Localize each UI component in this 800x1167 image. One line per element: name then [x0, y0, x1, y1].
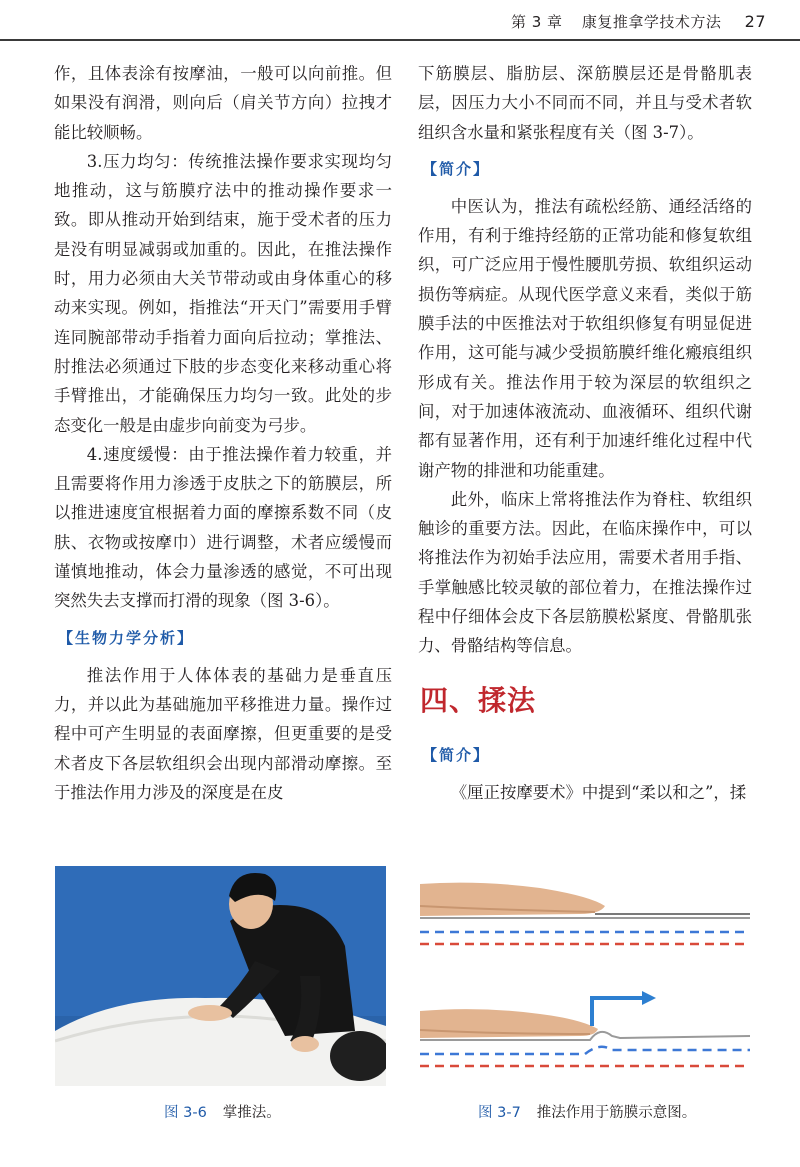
chapter-title: 康复推拿学技术方法 — [581, 13, 722, 31]
right-paragraph-palpation: 此外，临床上常将推法作为脊柱、软组织触诊的重要方法。因此，在临床操作中，可以将推法作为初始手法应用，需要术者用手指、手掌触感比较灵敏的部位着力，在推法操作过程中仔细体会皮下各层筋膜松紧度、骨骼肌张力、骨骼结构等信息。 — [418, 489, 752, 656]
figure-number: 图 3-6 — [164, 1105, 207, 1121]
figure-caption-3-7 — [478, 1101, 696, 1122]
right-paragraph-1: 下筋膜层、脂肪层、深筋膜层还是骨骼肌表层，因压力大小不同而不同，并且与受术者软组织含水量和紧张程度有关（图 3-7）。 — [418, 64, 752, 142]
section-tag-label: 简介 — [439, 745, 474, 764]
figure-caption-text: 推法作用于筋膜示意图。 — [536, 1105, 697, 1121]
right-column — [418, 59, 752, 807]
figure-caption-text: 掌推法。 — [222, 1105, 281, 1121]
figure-photo-palm-push — [55, 866, 386, 1086]
left-paragraph-1: 作，且体表涂有按摩油，一般可以向前推。但如果没有润滑，则向后（肩关节方向）拉拽才能比较顺畅。 — [54, 64, 392, 142]
section-title-kneading: 四、揉法 — [420, 683, 537, 717]
page-number: 27 — [744, 12, 766, 31]
section-tag-label: 简介 — [439, 159, 474, 178]
figure-diagram-fascia — [420, 866, 750, 1086]
left-paragraph-speed: 4.速度缓慢：由于推法操作着力较重，并且需要将作用力渗透于皮肤之下的筋膜层，所以推进速度宜根据着力面的摩擦系数不同（皮肤、衣物或按摩巾）进行调整，术者应缓慢而谨慎地推动，体会力量渗透的感觉，不可出现突然失去支撑而打滑的现象（图 3-6）。 — [54, 444, 392, 611]
chapter-label: 第 3 章 — [510, 13, 563, 31]
palm-push-illustration — [55, 866, 386, 1086]
push-direction-arrow — [592, 998, 645, 1026]
fascia-push-diagram — [420, 866, 750, 1086]
figure-number: 图 3-7 — [478, 1105, 521, 1121]
header-divider — [0, 39, 800, 41]
running-header — [497, 11, 766, 32]
right-paragraph-intro: 《厘正按摩要术》中提到“柔以和之”，揉 — [450, 782, 747, 802]
section-tag-biomechanics: 【生物力学分析】 — [58, 628, 195, 647]
section-tag-intro: 【简介】 — [422, 745, 491, 764]
section-tag-label: 生物力学分析 — [75, 628, 178, 647]
left-column — [54, 59, 392, 807]
left-paragraph-pressure: 3.压力均匀：传统推法操作要求实现均匀地推动，这与筋膜疗法中的推动操作要求一致。即从推动开始到结束，施于受术者的压力是没有明显减弱或加重的。因此，在推法操作时，用力必须由大关节带动或由身体重心的移动来实现。例如，指推法“开天门”需要用手臂连同腕部带动手指着力面向后拉动；掌推法、肘推法必须通过下肢的步态变化来移动重心将手臂推出，才能确保压力均匀一致。此处的步态变化一般是由虚步向前变为弓步。 — [54, 151, 392, 435]
section-tag-clinical: 【简介】 — [422, 159, 491, 178]
left-paragraph-biomechanics: 推法作用于人体体表的基础力是垂直压力，并以此为基础施加平移推进力量。操作过程中可产生明显的表面摩擦，但更重要的是受术者皮下各层软组织会出现内部滑动摩擦。至于推法作用力涉及的深度是在皮 — [54, 665, 392, 802]
right-paragraph-clinical: 中医认为，推法有疏松经筋、通经活络的作用，有利于维持经筋的正常功能和修复软组织，可广泛应用于慢性腰肌劳损、软组织运动损伤等病症。从现代医学意义来看，类似于筋膜手法的中医推法对于软组织修复有明显促进作用，这可能与减少受损筋膜纤维化瘢痕组织形成有关。推法作用于较为深层的软组织之间，对于加速体液流动、血液循环、组织代谢都有显著作用，还有利于加速纤维化过程中代谢产物的排泄和功能重建。 — [418, 196, 752, 480]
figure-caption-3-6 — [164, 1101, 281, 1122]
fascia-dash-line — [420, 1047, 750, 1054]
